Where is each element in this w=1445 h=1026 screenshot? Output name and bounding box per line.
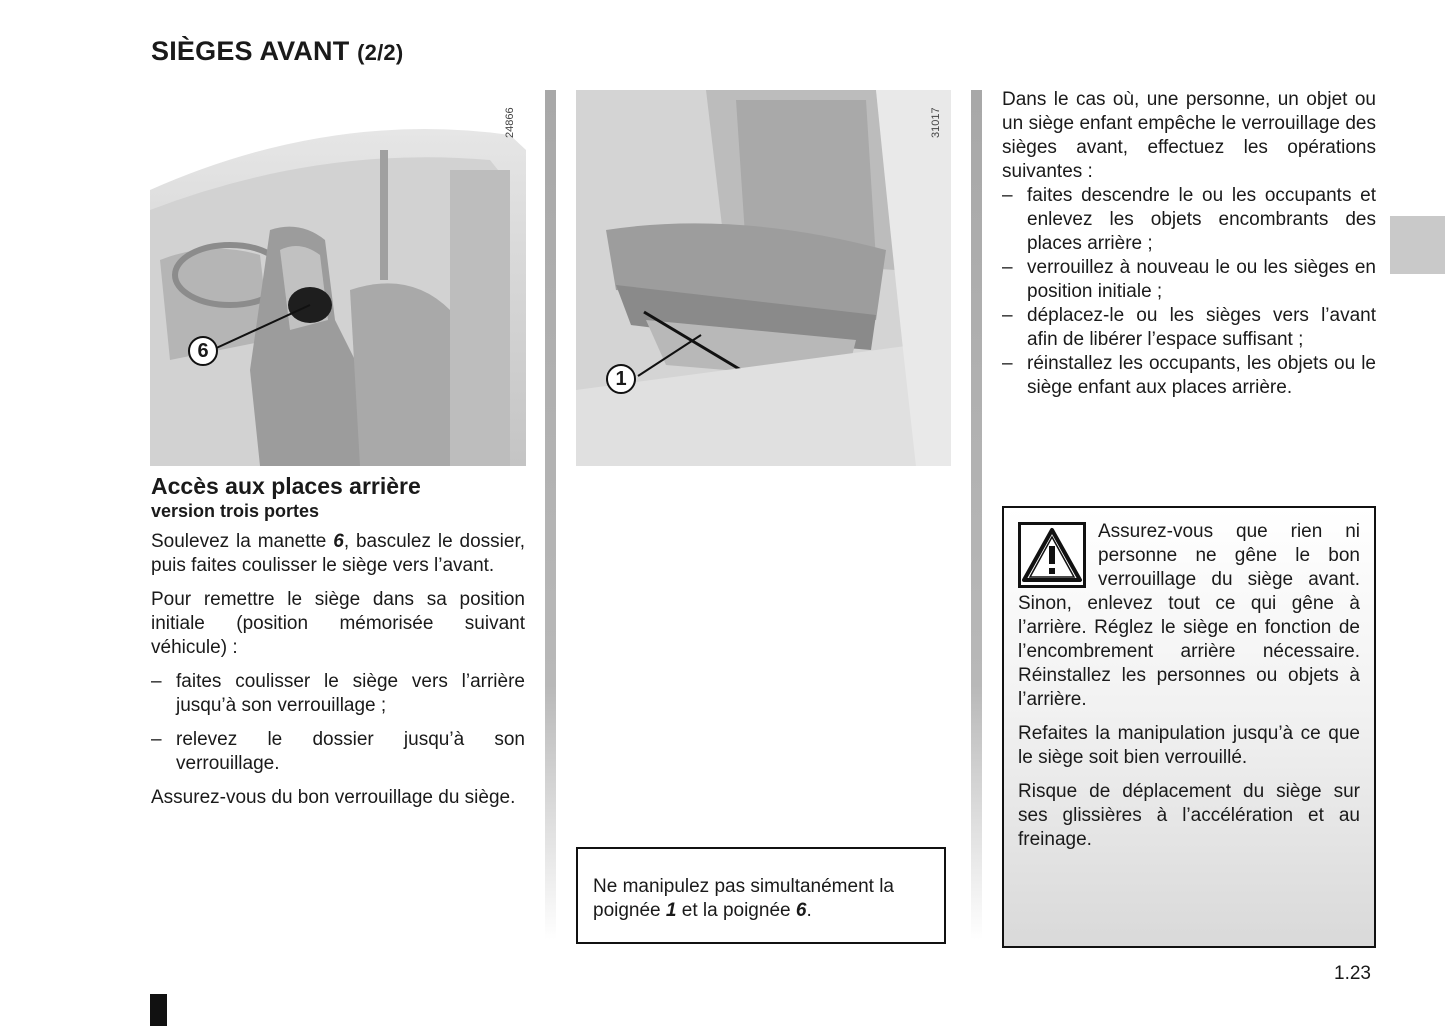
page-title-main: SIÈGES AVANT	[151, 36, 350, 66]
callout-6-label: 6	[197, 340, 209, 362]
note-text-start: Ne manipulez pas simultanément la poignée	[593, 876, 894, 921]
procedure-column	[1002, 88, 1376, 400]
ref-1: 1	[665, 900, 677, 921]
paragraph-restore-seat: Pour remettre le siège dans sa position initiale (position mémorisée suivant véhicule) :	[151, 589, 525, 658]
list-item: – déplacez-le ou les sièges vers l’avant afin de libérer l’espace suffisant ;	[1002, 304, 1376, 352]
callout-1	[606, 364, 636, 394]
page-title	[151, 36, 403, 67]
page-title-suffix: (2/2)	[357, 40, 404, 65]
warning-text-1: Assurez-vous que rien ni personne ne gêne le bon verrouillage du siège avant. Sinon, enlevez tout ce qui gêne à l’arrière. Réglez le siège en fonction de l’encombrement arrière nécessaire. Réinstallez les personnes ou objets à l’arrière.	[1018, 521, 1360, 710]
figure-car-front-seat	[150, 90, 526, 466]
section-heading: Accès aux places arrière	[151, 473, 421, 499]
figure1-ref-code: 24866	[504, 107, 516, 138]
paragraph-lift-handle	[151, 530, 525, 578]
warning-text-3: Risque de déplacement du siège sur ses glissières à l’accélération et au freinage.	[1018, 781, 1360, 850]
note-text-end: .	[806, 900, 812, 921]
ref-6: 6	[795, 900, 807, 921]
restore-steps-list	[151, 670, 525, 776]
list-item: – faites descendre le ou les occupants et enlevez les objets encombrants des places arrière ;	[1002, 184, 1376, 256]
warning-triangle-icon	[1018, 522, 1086, 588]
list-item: – relevez le dossier jusqu’à son verrouillage.	[151, 728, 525, 776]
figure-seat-handle	[576, 90, 951, 466]
note-text-middle: et la poignée	[676, 900, 796, 921]
section-subheading: version trois portes	[151, 501, 320, 521]
paragraph-lift-handle-text-end: , basculez le dossier, puis faites coulisser le siège vers l’avant.	[151, 531, 525, 576]
list-item: – faites coulisser le siège vers l’arrière jusqu’à son verrouillage ;	[151, 670, 525, 718]
callout-6	[188, 336, 218, 366]
warning-text-2: Refaites la manipulation jusqu’à ce que le siège soit bien verrouillé.	[1018, 723, 1360, 768]
note-box	[576, 847, 946, 944]
list-item: – réinstallez les occupants, les objets ou le siège enfant aux places arrière.	[1002, 352, 1376, 400]
figure-seat-handle-drawing	[576, 90, 951, 466]
column-separator-left	[545, 90, 556, 940]
figure2-ref-code: 31017	[930, 107, 942, 138]
procedure-intro: Dans le cas où, une personne, un objet ou un siège enfant empêche le verrouillage des sièges avant, effectuez les opérations suivantes :	[1002, 89, 1376, 182]
page-number: 1.23	[1334, 963, 1371, 984]
figure-car-front-seat-drawing	[150, 90, 526, 466]
warning-box	[1002, 506, 1376, 948]
chapter-tab	[1390, 216, 1445, 274]
paragraph-lift-handle-text: Soulevez la manette	[151, 531, 334, 552]
paragraph-check-lock: Assurez-vous du bon verrouillage du siège.	[151, 787, 516, 808]
section-rear-access	[151, 472, 525, 820]
list-item: – verrouillez à nouveau le ou les sièges en position initiale ;	[1002, 256, 1376, 304]
column-separator-right	[971, 90, 982, 940]
ref-6: 6	[333, 531, 344, 552]
print-corner-mark	[150, 994, 167, 1026]
procedure-steps-list	[1002, 184, 1376, 400]
callout-1-label: 1	[615, 368, 627, 390]
note-text	[593, 875, 930, 923]
